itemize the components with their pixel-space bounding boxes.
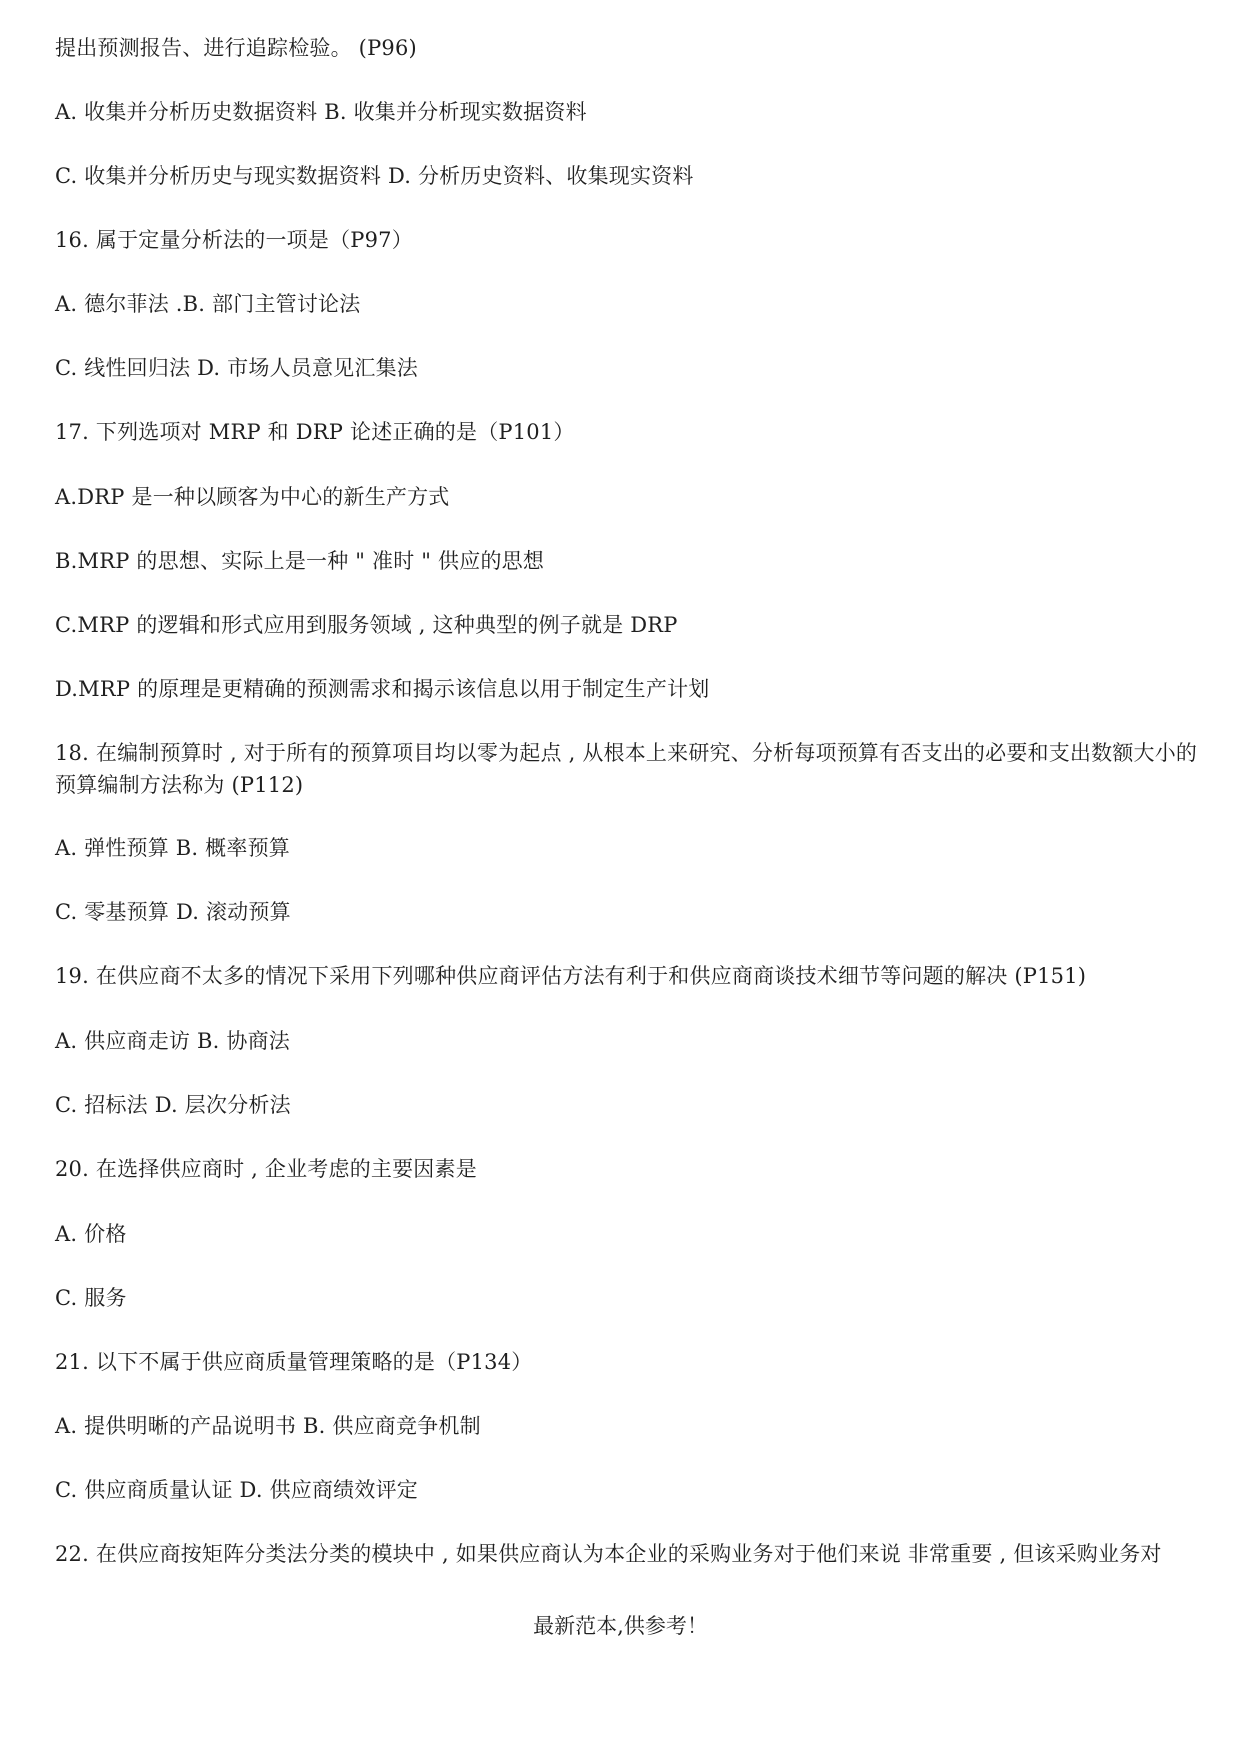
text-line-1: 提出预测报告、进行追踪检验。 (P96) [55, 36, 417, 60]
option-line: D.MRP 的原理是更精确的预测需求和揭示该信息以用于制定生产计划 [55, 677, 710, 701]
question-19: 19. 在供应商不太多的情况下采用下列哪种供应商评估方法有利于和供应商商谈技术细节等问题的解决 (P151) [55, 964, 1087, 988]
option-line: A. 弹性预算 B. 概率预算 [55, 836, 290, 860]
option-line: C. 服务 [55, 1286, 127, 1310]
option-line: B.MRP 的思想、实际上是一种 " 准时 " 供应的思想 [55, 549, 545, 573]
option-line: C. 供应商质量认证 D. 供应商绩效评定 [55, 1478, 418, 1502]
option-line: A.DRP 是一种以顾客为中心的新生产方式 [55, 485, 450, 509]
question-17: 17. 下列选项对 MRP 和 DRP 论述正确的是（P101） [55, 420, 575, 444]
question-20: 20. 在选择供应商时 , 企业考虑的主要因素是 [55, 1157, 477, 1181]
option-line: A. 德尔菲法 .B. 部门主管讨论法 [55, 292, 361, 316]
text-line-3: C. 收集并分析历史与现实数据资料 D. 分析历史资料、收集现实资料 [55, 164, 694, 188]
text-line-2: A. 收集并分析历史数据资料 B. 收集并分析现实数据资料 [55, 100, 587, 124]
option-line: C. 招标法 D. 层次分析法 [55, 1093, 291, 1117]
option-line: C.MRP 的逻辑和形式应用到服务领域 , 这种典型的例子就是 DRP [55, 613, 678, 637]
question-18: 18. 在编制预算时 , 对于所有的预算项目均以零为起点 , 从根本上来研究、分析每项预算有否支出的必要和支出数额大小的预算编制方法称为 (P112) [55, 741, 1198, 797]
question-16: 16. 属于定量分析法的一项是（P97） [55, 228, 413, 252]
question-21: 21. 以下不属于供应商质量管理策略的是（P134） [55, 1350, 533, 1374]
option-line: C. 零基预算 D. 滚动预算 [55, 900, 291, 924]
page-footer: 最新范本,供参考！ [533, 1614, 708, 1638]
option-line: A. 供应商走访 B. 协商法 [55, 1029, 290, 1053]
option-line: A. 价格 [55, 1222, 127, 1246]
question-22: 22. 在供应商按矩阵分类法分类的模块中 , 如果供应商认为本企业的采购业务对于他们来说 非常重要 , 但该采购业务对 [55, 1542, 1162, 1566]
option-line: C. 线性回归法 D. 市场人员意见汇集法 [55, 356, 418, 380]
option-line: A. 提供明晰的产品说明书 B. 供应商竞争机制 [55, 1414, 481, 1438]
